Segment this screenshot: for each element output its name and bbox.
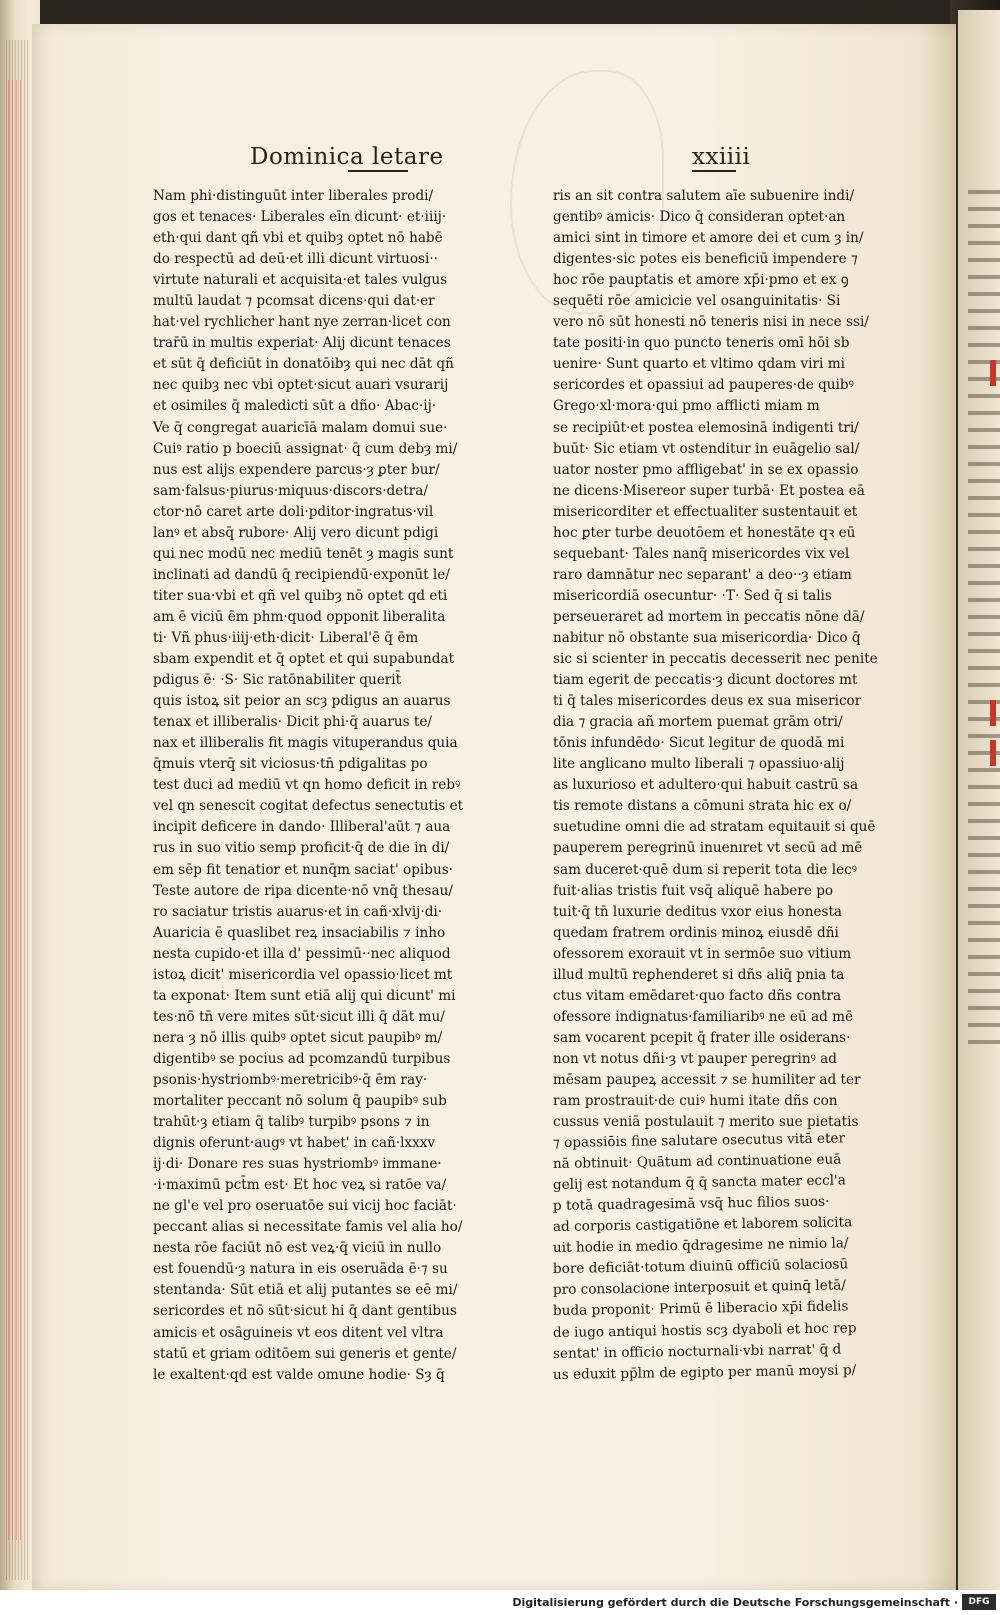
text-line: ·i·maximū pct̄m est· Et hoc veꝝ si ratōe va/ <box>153 1177 447 1194</box>
text-line: ctor·nō caret arte doli·pditor·ingratus·vil <box>153 503 434 520</box>
text-line: buūt· Sic etiam vt ostenditur in euāgelio sal/ <box>553 440 860 457</box>
text-line: p totā quadragesimā vsq̄ huc filios suos· <box>552 1193 830 1215</box>
text-line: virtute naturali et acquisita·et tales vulgus <box>153 272 448 289</box>
text-line: buda proponit· Primū ē liberacio xp̄i fidelis <box>552 1298 849 1320</box>
dfg-logo: DFG <box>962 1594 996 1610</box>
text-line: digentes·sic potes eis beneficiū impendere ⁊ <box>553 251 858 268</box>
text-line: titer sua·vbi et qñ vel quibȝ nō optet qd eti <box>153 587 448 604</box>
text-line: psonis·hystriombꝰ·meretricibꝰ·q̄ ēm ray· <box>153 1071 428 1088</box>
text-line: do respectū ad deū·et illi dicunt virtuosi·· <box>153 251 438 268</box>
text-line: fuit·alias tristis fuit vsq̄ aliquē habere po <box>553 882 834 899</box>
text-line: Ve q̄ congregat auaricīā malam domui sue· <box>153 419 448 436</box>
text-line: vero nō sūt honesti nō teneris nisi in nece ssi/ <box>553 314 869 331</box>
text-line: ne gl'e vel pro oseruatōe sui vicij hoc faciāt· <box>153 1198 457 1215</box>
text-line: perseueraret ad mortem in peccatis nōne dā/ <box>553 608 865 625</box>
text-line: illud multū reꝑhenderet si dñs aliq̄ pnia ta <box>553 966 845 983</box>
text-line: stentanda· Sūt etiā et alij putantes se eē mi/ <box>153 1282 458 1299</box>
text-line: sericordes et opassiui ad pauperes·de quibꝰ <box>553 377 854 394</box>
folio-underline <box>692 170 736 172</box>
text-line: rus in suo vitio semp proficit·q̄ de die in di/ <box>153 840 450 857</box>
text-line: misericordiā osecuntur· ·T· Sed q̄ si talis <box>553 587 832 604</box>
text-line: ta exponat· Item sunt etiā alij qui dicunt' mi <box>153 987 456 1004</box>
text-line: mēsam paupeꝝ accessit ⁊ se humiliter ad ter <box>553 1071 861 1088</box>
text-line: pro consolacione interposuit et quinq̄ letā/ <box>552 1277 847 1299</box>
text-line: ti q̄ tales misericordes deus ex sua misericor <box>553 693 862 710</box>
text-line: vel qn senescit cogitat defectus senectutis et <box>153 798 464 815</box>
text-line: nesta cupido·et illa d' pessimū··nec aliquod <box>153 945 451 962</box>
text-line: tate positi·in quo puncto teneris omī hōi sb <box>553 335 850 352</box>
text-line: ti· Vñ phus·iiij·eth·dicit· Liberal'ē q̄ ēm <box>153 629 419 646</box>
text-line: sequēti rōe amicicie vel osanguinitatis· Si <box>553 293 841 310</box>
text-line: non vt notus dñi·ȝ vt pauper peregrinꝰ ad <box>553 1050 837 1067</box>
text-line: et sūt q̄ deficiūt in donatōibȝ qui nec dāt qñ <box>153 356 454 373</box>
text-line: pdigus ē· ·S· Sic ratōnabiliter querit̄ <box>153 672 402 689</box>
text-line: est fouendū·ȝ natura in eis oseruāda ē·⁊ su <box>153 1261 448 1278</box>
text-line: ad corporis castigatiōne et laborem solicita <box>552 1214 853 1236</box>
text-line: nera ȝ nō illis quibꝰ optet sicut paupibꝰ m/ <box>153 1029 443 1046</box>
text-line: tis remote distans a cōmuni strata hic ex o/ <box>553 798 852 815</box>
text-line: incipit deficere in dando· Illiberal'aūt ⁊ aua <box>153 819 451 836</box>
text-line: hoc rōe pauptatis et amore xp̄i·pmo et ex ꝯ <box>553 272 849 289</box>
text-line: Grego·xl·mora·qui pmo afflicti miam m <box>553 398 820 415</box>
text-line: qui nec modū nec mediū tenēt ȝ magis sunt <box>153 545 454 562</box>
text-line: nus est alijs expendere parcus·ȝ ꝑter bur/ <box>153 461 440 478</box>
text-line: quedam fratrem ordinis minoꝝ eiusdē dñi <box>553 924 839 941</box>
text-line: sam duceret·quē dum si reperit tota die lecꝰ <box>553 861 857 878</box>
text-line: suetudine omni die ad stratam equitauit si quē <box>553 819 876 836</box>
text-line: ctus vitam emēdaret·quo facto dñs contra <box>553 987 842 1004</box>
scan-top-background <box>0 0 1000 24</box>
text-column-left <box>153 186 503 1386</box>
text-line: Nam phi·distinguūt inter liberales prodi/ <box>153 188 434 204</box>
text-line: sam vocarent pcepit q̄ frater ille osiderans· <box>553 1029 851 1046</box>
footer-credit: Digitalisierung gefördert durch die Deutsche Forschungsgemeinschaft · <box>512 1596 958 1609</box>
text-line: mortaliter peccant nō solum q̄ paupibꝰ sub <box>153 1093 447 1110</box>
text-line: sequebant· Tales nanq̄ misericordes vix vel <box>553 545 850 562</box>
text-line: uator noster pmo affligebat' in se ex opassio <box>553 461 859 478</box>
text-line: bore deficiāt·totum diuinū officiū solaciosū <box>552 1256 849 1278</box>
text-line: de iugo antiqui hostis scȝ dyaboli et hoc rep <box>552 1319 857 1341</box>
text-line: amici sint in timore et amore dei et cum ȝ in/ <box>553 230 864 247</box>
text-line: em sēp fit tenatior et nunq̄m saciat' opibus· <box>153 861 453 878</box>
facing-page-rubric <box>990 700 996 726</box>
text-line: q̄muis vterq̄ sit viciosus·tn̄ pdigalitas po <box>153 756 428 773</box>
text-line: gos et tenaces· Liberales eīn dicunt· et·iiij· <box>153 209 447 226</box>
text-line: uenire· Sunt quarto et vltimo qdam viri mi <box>553 356 845 373</box>
text-line: Teste autore de ripa dicente·nō vnq̄ thesau/ <box>153 882 453 899</box>
text-line: le exaltent·qd est valde omune hodie· Sȝ q̄ <box>153 1366 445 1383</box>
text-line: sam·falsus·piurus·miquus·discors·detra/ <box>153 482 428 499</box>
text-line: raro damnātur nec separant' a deo··ȝ etiam <box>553 566 852 583</box>
text-line: cussus veniā postulauit ⁊ merito sue pietatis <box>553 1114 859 1131</box>
text-line: lite anglicano multo liberali ⁊ opassiuo·alij <box>553 756 845 773</box>
text-line: sbam expendit et q̄ optet et qui supabundat <box>153 651 455 668</box>
text-line: ro saciatur tristis auarus·et in cañ·xlvij·di· <box>153 903 443 920</box>
running-title: Dominica letare <box>250 144 444 170</box>
text-line: ris an sit contra salutem aīe subuenire indi/ <box>553 188 855 204</box>
text-line: sericordes et nō sūt·sicut hi q̄ dant gentibus <box>153 1303 457 1320</box>
text-line: eth·qui dant qñ vbi et quibȝ optet nō habē <box>153 230 443 247</box>
text-line: uit hodie in medio q̄dragesime ne nimio la/ <box>552 1235 849 1257</box>
text-line: trahūt·ȝ etiam q̄ talibꝰ turpibꝰ psons ⁊ in <box>153 1114 430 1131</box>
text-line: gentibꝰ amicis· Dico q̄ consideran optet·an <box>553 209 846 226</box>
text-line: nā obtinuit· Quātum ad continuatione euā <box>552 1151 842 1173</box>
text-line: ne dicens·Misereor super turbā· Et postea eā <box>553 482 865 499</box>
text-line: nax et illiberalis fit magis vituperandus quia <box>153 735 458 752</box>
text-line: amicis et osāguineis vt eos ditent vel vltra <box>153 1324 444 1341</box>
facing-page-rubric <box>990 740 996 766</box>
text-line: dignis oferunt·augꝰ vt habet' in cañ·lxxxv <box>153 1135 436 1152</box>
text-line: ofessore indignatus·familiaribꝰ ne eū ad mē <box>553 1008 854 1025</box>
text-line: as luxurioso et adultero·qui habuit castrū sa <box>553 777 859 794</box>
text-line: test duci ad mediū vt qn homo deficit in rebꝰ <box>153 777 461 794</box>
text-line: lanꝰ et absq̄ rubore· Alij vero dicunt pdigi <box>153 524 439 541</box>
text-line: nesta rōe faciūt nō est veꝝ·q̄ viciū in nullo <box>153 1240 442 1257</box>
text-line: digentibꝰ se pocius ad pcomzandū turpibus <box>153 1050 451 1067</box>
running-title-underline <box>348 170 408 172</box>
text-line: peccant alias si necessitate famis vel alia ho/ <box>153 1219 463 1236</box>
text-line: et osimiles q̄ maledicti sūt a dño· Abac·ij· <box>153 398 437 415</box>
text-line: istoꝝ dicit' misericordia vel opassio·licet mt <box>153 966 453 983</box>
text-line: multū laudat ⁊ pcomsat dicens·qui dat·er <box>153 293 435 310</box>
text-line: ⁊ opassiōis fine salutare osecutus vitā eter <box>552 1130 846 1152</box>
text-line: nec quibȝ nec vbi optet·sicut auari vsurarij <box>153 377 449 394</box>
text-line: hoc ꝑter turbe deuotōem et honestāte qꝛ eū <box>553 524 856 541</box>
text-line: nabitur nō obstante sua misericordia· Dico q̄ <box>553 629 861 646</box>
text-line: tōnis infundēdo· Sicut legitur de quodā mi <box>553 735 845 752</box>
text-line: Auaricia ē quaslibet reꝝ insaciabilis ⁊ inho <box>153 924 446 941</box>
text-line: ofessorem exorauit vt in sermōe suo vitium <box>553 945 852 962</box>
text-line: us eduxit pp̄lm de egipto per manū moysi p/ <box>552 1361 857 1383</box>
text-line: misericorditer et effectualiter sustentauit et <box>553 503 858 520</box>
text-line: Cuiꝰ ratio p boeciū assignat· q̄ cum debȝ mi/ <box>153 440 458 457</box>
text-line: ij·di· Donare res suas hystriombꝰ immane· <box>153 1156 442 1173</box>
text-line: tuit·q̄ tn̄ luxurie deditus vxor eius honesta <box>553 903 843 920</box>
text-line: sentat' in officio nocturnali·vbi narrat' q̄ d <box>552 1341 842 1362</box>
text-line: quis istoꝝ sit peior an scȝ pdigus an auarus <box>153 693 451 710</box>
text-line: inclinati ad dandū q̄ recipiendū·exponūt le/ <box>153 566 450 583</box>
text-line: am ē viciū ēm phm·quod opponit liberalita <box>153 608 446 625</box>
facing-page-text <box>968 190 1000 1050</box>
facing-page-rubric <box>990 360 996 386</box>
text-line: dia ⁊ gracia añ mortem puemat grām otri/ <box>553 714 843 731</box>
text-line: ram prostrauit·de cuiꝰ humi itate dñs con <box>553 1093 838 1110</box>
text-line: sic si scienter in peccatis decesserit nec penite <box>553 651 878 668</box>
text-line: trar̄ū in multis experiat· Alij dicunt tenaces <box>153 335 451 352</box>
text-line: tes·nō tn̄ vere mites sūt·sicut illi q̄ dāt mu/ <box>153 1008 445 1025</box>
text-line: statū et griam oditōem sui generis et gente/ <box>153 1345 457 1362</box>
text-line: hat·vel rychlicher hant nye zerran·licet con <box>153 314 451 331</box>
folio-number: xxiiii <box>692 144 751 170</box>
text-column-right <box>553 186 903 1386</box>
text-line: se recipiūt·et postea elemosinā indigenti tri/ <box>553 419 859 436</box>
text-line: gelij est notandum q̄ q̄ sancta mater eccl'a <box>552 1172 846 1194</box>
text-line: pauperem peregrinū inuenıret vt secū ad mē <box>553 840 863 857</box>
text-line: tenax et illiberalis· Dicit phi·q̄ auarus te/ <box>153 714 432 731</box>
text-line: tiam egerit de peccatis·ȝ dicunt doctores mt <box>553 672 858 689</box>
